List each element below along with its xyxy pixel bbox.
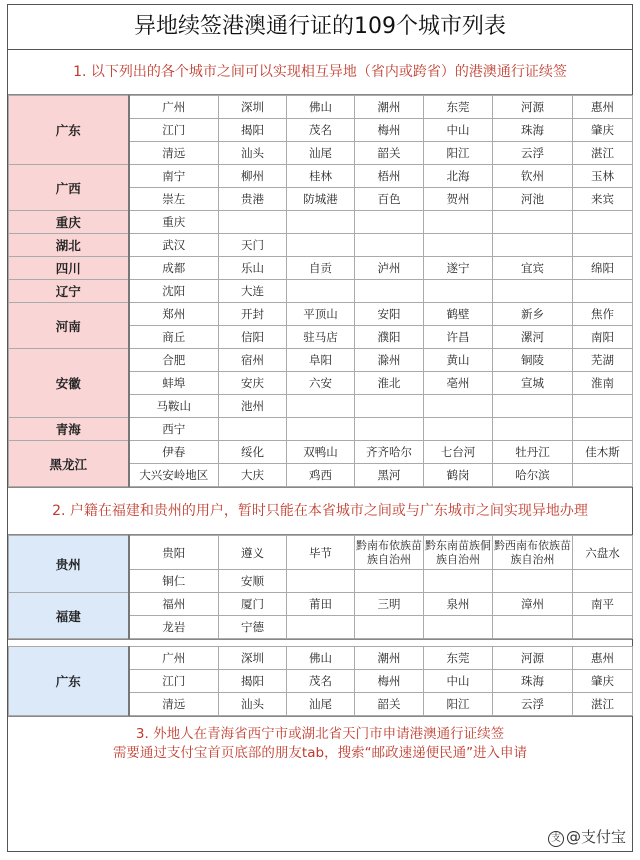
section-2-note: 2. 户籍在福建和贵州的用户，暂时只能在本省城市之间或与广东城市之间实现异地办理: [8, 487, 632, 535]
city-cell: [355, 616, 424, 639]
alipay-logo-icon: 支: [548, 831, 564, 847]
city-cell: 乐山: [219, 257, 287, 280]
province-label: 黑龙江: [9, 441, 129, 487]
city-cell: 梅州: [355, 670, 424, 693]
table-row: [9, 96, 633, 119]
city-cell: [573, 570, 633, 593]
city-cell: 淮北: [355, 372, 424, 395]
city-cell: 宜宾: [493, 257, 573, 280]
city-cell: 亳州: [424, 372, 493, 395]
section-1-note: 1. 以下列出的各个城市之间可以实现相互异地（省内或跨省）的港澳通行证续签: [8, 50, 632, 95]
city-cell: 黔西南布依族苗族自治州: [493, 536, 573, 570]
city-cell: 贵阳: [129, 536, 219, 570]
city-cell: [355, 570, 424, 593]
table-row: [9, 303, 633, 326]
city-cell: 三明: [355, 593, 424, 616]
city-cell: [493, 211, 573, 234]
table-row: [9, 211, 633, 234]
province-label: 青海: [9, 418, 129, 441]
city-cell: 佳木斯: [573, 441, 633, 464]
table-row: [9, 257, 633, 280]
city-cell: 湛江: [573, 142, 633, 165]
province-label: 安徽: [9, 349, 129, 418]
city-cell: [287, 395, 355, 418]
city-cell: 云浮: [493, 142, 573, 165]
city-cell: 新乡: [493, 303, 573, 326]
city-cell: 伊春: [129, 441, 219, 464]
city-cell: 合肥: [129, 349, 219, 372]
city-cell: 牡丹江: [493, 441, 573, 464]
city-cell: [573, 418, 633, 441]
city-cell: 黔东南苗族侗族自治州: [424, 536, 493, 570]
section-3-line-2: 需要通过支付宝首页底部的朋友tab，搜索“邮政速递便民通”进入申请: [112, 744, 528, 761]
city-cell: 郑州: [129, 303, 219, 326]
city-cell: 滁州: [355, 349, 424, 372]
city-cell: [424, 570, 493, 593]
watermark-text: @支付宝: [565, 828, 626, 846]
city-cell: 芜湖: [573, 349, 633, 372]
city-cell: 鹤岗: [424, 464, 493, 487]
city-cell: 大兴安岭地区: [129, 464, 219, 487]
city-cell: 东莞: [424, 647, 493, 670]
city-cell: 重庆: [129, 211, 219, 234]
city-cell: 深圳: [219, 96, 287, 119]
city-cell: 宁德: [219, 616, 287, 639]
city-cell: [573, 211, 633, 234]
city-cell: 六安: [287, 372, 355, 395]
city-cell: [493, 234, 573, 257]
city-cell: [287, 211, 355, 234]
city-cell: 中山: [424, 119, 493, 142]
city-cell: 北海: [424, 165, 493, 188]
city-cell: 佛山: [287, 647, 355, 670]
city-cell: 商丘: [129, 326, 219, 349]
section-3-note: [8, 716, 632, 770]
city-cell: 深圳: [219, 647, 287, 670]
city-cell: 黑河: [355, 464, 424, 487]
city-cell: 七台河: [424, 441, 493, 464]
city-cell: 南平: [573, 593, 633, 616]
table-row: [9, 647, 633, 670]
city-table-2: [8, 535, 633, 639]
city-cell: [573, 234, 633, 257]
city-cell: 武汉: [129, 234, 219, 257]
table-row: [9, 593, 633, 616]
city-cell: 汕头: [219, 693, 287, 716]
table-row: [9, 234, 633, 257]
city-cell: 平顶山: [287, 303, 355, 326]
province-label: 辽宁: [9, 280, 129, 303]
city-cell: 遂宁: [424, 257, 493, 280]
city-cell: 信阳: [219, 326, 287, 349]
city-cell: 西宁: [129, 418, 219, 441]
city-cell: 韶关: [355, 693, 424, 716]
city-cell: 茂名: [287, 119, 355, 142]
city-cell: 汕头: [219, 142, 287, 165]
city-cell: 漳州: [493, 593, 573, 616]
city-cell: 自贡: [287, 257, 355, 280]
city-cell: [493, 570, 573, 593]
city-cell: [287, 570, 355, 593]
city-cell: 开封: [219, 303, 287, 326]
city-cell: 阳江: [424, 693, 493, 716]
city-cell: 宣城: [493, 372, 573, 395]
city-cell: [493, 418, 573, 441]
city-cell: 珠海: [493, 119, 573, 142]
city-cell: 珠海: [493, 670, 573, 693]
city-cell: 来宾: [573, 188, 633, 211]
table-row: [9, 165, 633, 188]
city-cell: 大庆: [219, 464, 287, 487]
city-cell: 清远: [129, 142, 219, 165]
city-cell: [573, 280, 633, 303]
city-cell: 惠州: [573, 96, 633, 119]
city-cell: 遵义: [219, 536, 287, 570]
province-label: 福建: [9, 593, 129, 639]
table-row: [9, 441, 633, 464]
city-cell: 贵港: [219, 188, 287, 211]
city-cell: 六盘水: [573, 536, 633, 570]
city-cell: 江门: [129, 119, 219, 142]
city-cell: [573, 616, 633, 639]
city-cell: 揭阳: [219, 119, 287, 142]
city-cell: 东莞: [424, 96, 493, 119]
city-cell: [355, 395, 424, 418]
province-label: 四川: [9, 257, 129, 280]
city-cell: 铜仁: [129, 570, 219, 593]
city-cell: 成都: [129, 257, 219, 280]
city-cell: 阜阳: [287, 349, 355, 372]
city-cell: 崇左: [129, 188, 219, 211]
city-cell: [355, 211, 424, 234]
city-cell: 揭阳: [219, 670, 287, 693]
table-row: [9, 418, 633, 441]
city-cell: 双鸭山: [287, 441, 355, 464]
city-cell: [287, 616, 355, 639]
city-cell: [355, 280, 424, 303]
city-cell: 蚌埠: [129, 372, 219, 395]
city-cell: 厦门: [219, 593, 287, 616]
table-row: [9, 280, 633, 303]
city-cell: 鹤壁: [424, 303, 493, 326]
city-cell: 茂名: [287, 670, 355, 693]
city-cell: 安庆: [219, 372, 287, 395]
city-cell: 广州: [129, 96, 219, 119]
city-cell: [287, 418, 355, 441]
city-cell: 莆田: [287, 593, 355, 616]
city-cell: 云浮: [493, 693, 573, 716]
city-cell: 百色: [355, 188, 424, 211]
city-cell: 南宁: [129, 165, 219, 188]
city-cell: [219, 211, 287, 234]
city-cell: 清远: [129, 693, 219, 716]
city-cell: 漯河: [493, 326, 573, 349]
city-cell: [424, 418, 493, 441]
city-cell: 齐齐哈尔: [355, 441, 424, 464]
city-cell: 桂林: [287, 165, 355, 188]
city-cell: [493, 395, 573, 418]
table-row: [9, 349, 633, 372]
city-cell: [493, 280, 573, 303]
city-cell: 铜陵: [493, 349, 573, 372]
city-cell: 潮州: [355, 647, 424, 670]
city-cell: 肇庆: [573, 119, 633, 142]
city-cell: 肇庆: [573, 670, 633, 693]
city-cell: [424, 280, 493, 303]
city-cell: 宿州: [219, 349, 287, 372]
city-cell: 龙岩: [129, 616, 219, 639]
city-cell: 汕尾: [287, 693, 355, 716]
province-label: 广西: [9, 165, 129, 211]
city-cell: 河源: [493, 647, 573, 670]
city-cell: 濮阳: [355, 326, 424, 349]
city-cell: 佛山: [287, 96, 355, 119]
section-3-line-1: 3. 外地人在青海省西宁市或湖北省天门市申请港澳通行证续签: [135, 725, 505, 742]
city-cell: 汕尾: [287, 142, 355, 165]
city-cell: 焦作: [573, 303, 633, 326]
table-row: [9, 536, 633, 570]
city-cell: [424, 234, 493, 257]
city-cell: 许昌: [424, 326, 493, 349]
city-cell: 防城港: [287, 188, 355, 211]
city-cell: 柳州: [219, 165, 287, 188]
city-cell: 马鞍山: [129, 395, 219, 418]
city-cell: 河池: [493, 188, 573, 211]
province-label: 河南: [9, 303, 129, 349]
city-cell: [424, 616, 493, 639]
city-cell: 湛江: [573, 693, 633, 716]
city-list-page: [7, 4, 633, 852]
city-cell: 广州: [129, 647, 219, 670]
city-cell: 南阳: [573, 326, 633, 349]
alipay-watermark: [548, 826, 626, 847]
city-cell: 河源: [493, 96, 573, 119]
city-cell: [287, 280, 355, 303]
city-cell: [424, 211, 493, 234]
city-cell: [493, 616, 573, 639]
city-cell: 钦州: [493, 165, 573, 188]
city-table-3: [8, 646, 633, 716]
city-cell: 韶关: [355, 142, 424, 165]
city-cell: 驻马店: [287, 326, 355, 349]
province-label: 湖北: [9, 234, 129, 257]
city-cell: 贺州: [424, 188, 493, 211]
city-cell: 泸州: [355, 257, 424, 280]
city-cell: 绥化: [219, 441, 287, 464]
city-cell: 毕节: [287, 536, 355, 570]
city-cell: 阳江: [424, 142, 493, 165]
city-cell: 淮南: [573, 372, 633, 395]
city-cell: 惠州: [573, 647, 633, 670]
city-cell: 鸡西: [287, 464, 355, 487]
city-cell: 梧州: [355, 165, 424, 188]
city-cell: 福州: [129, 593, 219, 616]
city-cell: 梅州: [355, 119, 424, 142]
province-label: 贵州: [9, 536, 129, 593]
city-cell: 哈尔滨: [493, 464, 573, 487]
city-cell: [355, 418, 424, 441]
city-cell: 江门: [129, 670, 219, 693]
city-cell: [355, 234, 424, 257]
city-table-1: [8, 95, 633, 487]
city-cell: 泉州: [424, 593, 493, 616]
city-cell: 池州: [219, 395, 287, 418]
city-cell: 绵阳: [573, 257, 633, 280]
city-cell: [287, 234, 355, 257]
city-cell: 安顺: [219, 570, 287, 593]
city-cell: 玉林: [573, 165, 633, 188]
city-cell: [573, 395, 633, 418]
province-label: 广东: [9, 647, 129, 716]
city-cell: [573, 464, 633, 487]
city-cell: [219, 418, 287, 441]
city-cell: [424, 395, 493, 418]
city-cell: 黔南布依族苗族自治州: [355, 536, 424, 570]
city-cell: 天门: [219, 234, 287, 257]
province-label: 重庆: [9, 211, 129, 234]
city-cell: 潮州: [355, 96, 424, 119]
city-cell: 安阳: [355, 303, 424, 326]
table-gap: [8, 639, 632, 646]
city-cell: 大连: [219, 280, 287, 303]
city-cell: 黄山: [424, 349, 493, 372]
page-title: 异地续签港澳通行证的109个城市列表: [8, 5, 632, 50]
city-cell: 沈阳: [129, 280, 219, 303]
province-label: 广东: [9, 96, 129, 165]
city-cell: 中山: [424, 670, 493, 693]
